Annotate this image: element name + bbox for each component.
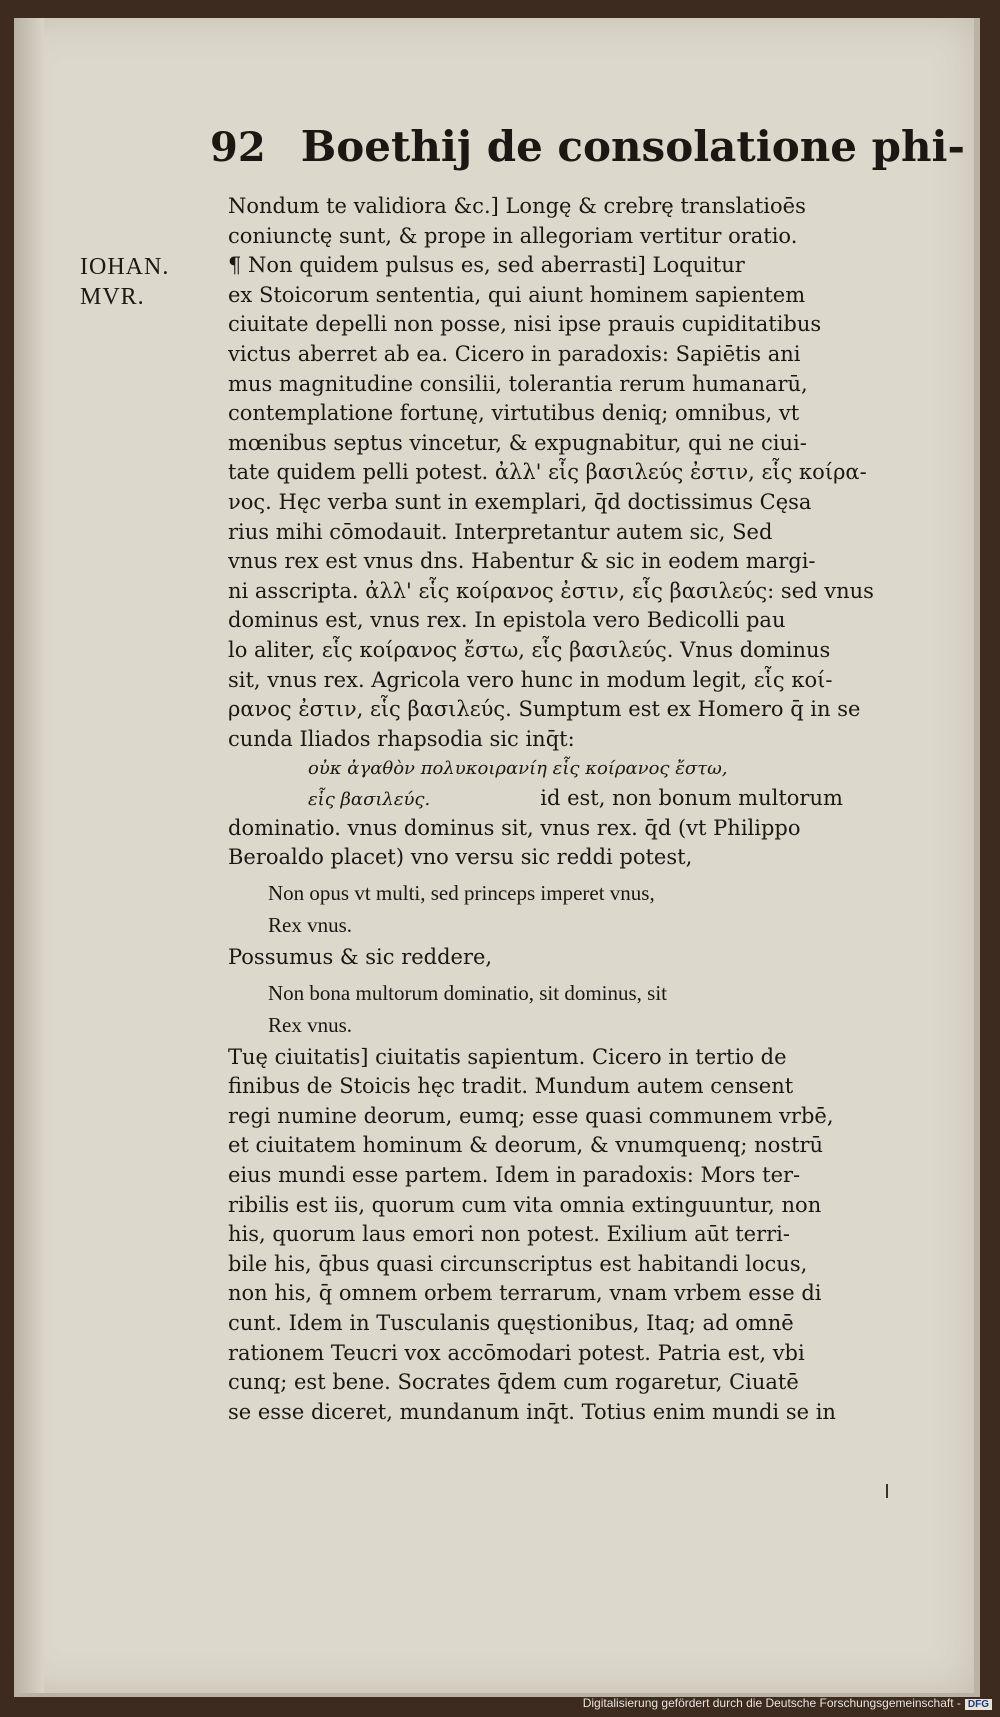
- digitization-credit: [583, 1696, 992, 1710]
- ink-mark: [886, 1484, 888, 1498]
- credit-text: Digitalisierung gefördert durch die Deutsche Forschungsgemeinschaft -: [582, 1696, 961, 1710]
- text-line: lo aliter, εἷς κοίρανος ἔστω, εἷς βασιλεύς. Vnus dominus: [228, 637, 831, 662]
- text-line: et ciuitatem hominum & deorum, & vnumquenq; nostrū: [228, 1133, 824, 1158]
- marginal-line: MVR.: [80, 284, 145, 310]
- text-line: regi numine deorum, eumq; esse quasi communem vrbē,: [228, 1103, 834, 1128]
- text-line: finibus de Stoicis hęc tradit. Mundum autem censent: [228, 1074, 794, 1099]
- text-line: his, quorum laus emori non potest. Exilium aūt terri-: [228, 1222, 790, 1247]
- text-line: mœnibus septus vincetur, & expugnabitur, qui ne ciui-: [228, 430, 807, 455]
- text-line: coniunctę sunt, & prope in allegoriam vertitur oratio.: [228, 223, 798, 248]
- text-line: Tuę ciuitatis] ciuitatis sapientum. Cicero in tertio de: [228, 1044, 787, 1069]
- page-header: [210, 122, 965, 186]
- page-gutter: [14, 18, 44, 1693]
- text-line: non his, q̄ omnem orbem terrarum, vnam vrbem esse di: [228, 1281, 822, 1306]
- text-line: Nondum te validiora &c.] Longę & crebrę translatioēs: [228, 194, 806, 218]
- text-line: rationem Teucri vox accōmodari potest. Patria est, vbi: [228, 1340, 805, 1365]
- text-line: ni asscripta. ἀλλ' εἷς κοίρανος ἐστιν, εἷς βασιλεύς: sed vnus: [228, 578, 874, 603]
- text-line: bile his, q̄bus quasi circunscriptus est habitandi locus,: [228, 1251, 808, 1276]
- text-line: Possumus & sic reddere,: [228, 945, 493, 970]
- text-line: ex Stoicorum sententia, qui aiunt hominem sapientem: [228, 282, 806, 307]
- greek-quote-line: οὐκ ἀγαθὸν πολυκοιρανίη εἷς κοίρανος ἔστω,: [308, 758, 728, 780]
- text-line: eius mundi esse partem. Idem in paradoxis: Mors ter-: [228, 1163, 801, 1188]
- text-line: sit, vnus rex. Agricola vero hunc in modum legit, εἷς κοί-: [228, 667, 833, 692]
- dfg-logo: DFG: [965, 1699, 992, 1710]
- text-line: se esse diceret, mundanum inq̄t. Totius enim mundi se in: [228, 1399, 836, 1424]
- text-line: ¶ Non quidem pulsus es, sed aberrasti] Loquitur: [228, 253, 745, 278]
- text-line: victus aberret ab ea. Cicero in paradoxis: Sapiētis ani: [228, 341, 801, 366]
- verse-line: Non opus vt multi, sed princeps imperet vnus,: [268, 881, 655, 906]
- text-fragment: id est, non bonum multorum: [540, 786, 843, 811]
- text-line: vnus rex est vnus dns. Habentur & sic in eodem margi-: [228, 549, 816, 574]
- text-line: dominus est, vnus rex. In epistola vero Bedicolli pau: [228, 608, 786, 633]
- main-text: [228, 192, 940, 1427]
- text-line: mus magnitudine consilii, tolerantia rerum humanarū,: [228, 371, 808, 396]
- text-line: ribilis est iis, quorum cum vita omnia extinguuntur, non: [228, 1192, 822, 1217]
- text-line: Beroaldo placet) vno versu sic reddi potest,: [228, 845, 693, 870]
- folio-number: 92: [210, 124, 266, 171]
- verse-line: Rex vnus.: [268, 1012, 352, 1037]
- text-line: [228, 784, 940, 814]
- text-line: rius mihi cōmodauit. Interpretantur autem sic, Sed: [228, 519, 773, 544]
- marginal-line: IOHAN.: [80, 254, 170, 280]
- running-title: Boethij de consolatione phi-: [300, 122, 965, 171]
- marginal-note: [80, 252, 210, 312]
- text-line: νος. Hęc verba sunt in exemplari, q̄d doctissimus Cęsa: [228, 489, 812, 514]
- text-line: tate quidem pelli potest. ἀλλ' εἷς βασιλεύς ἐστιν, εἷς κοίρα-: [228, 460, 867, 485]
- text-line: ρανος ἐστιν, εἷς βασιλεύς. Sumptum est ex Homero q̄ in se: [228, 697, 861, 722]
- verse-line: Non bona multorum dominatio, sit dominus, sit: [268, 980, 667, 1005]
- text-line: dominatio. vnus dominus sit, vnus rex. q̄d (vt Philippo: [228, 815, 801, 840]
- text-line: cunda Iliados rhapsodia sic inq̄t:: [228, 726, 575, 751]
- verse-line: Rex vnus.: [268, 913, 352, 938]
- greek-quote-line: εἷς βασιλεύς.: [308, 789, 431, 811]
- text-line: contemplatione fortunę, virtutibus deniq; omnibus, vt: [228, 401, 800, 426]
- text-line: cunq; est bene. Socrates q̄dem cum rogaretur, Ciuatē: [228, 1370, 799, 1395]
- text-line: cunt. Idem in Tusculanis quęstionibus, Itaq; ad omnē: [228, 1311, 794, 1335]
- text-line: ciuitate depelli non posse, nisi ipse prauis cupiditatibus: [228, 312, 822, 337]
